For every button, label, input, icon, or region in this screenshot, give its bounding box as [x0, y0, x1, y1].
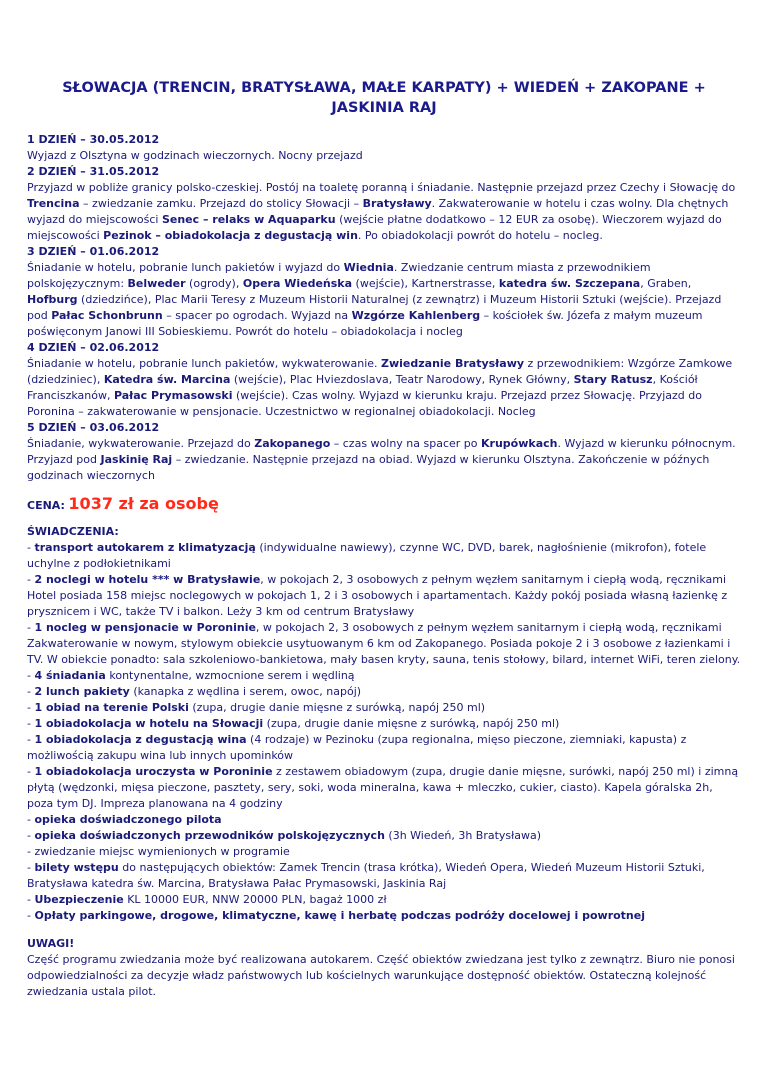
highlight: Zwiedzanie Bratysławy — [381, 357, 525, 370]
service-name: opieka doświadczonego pilota — [34, 813, 222, 826]
service-name: 2 noclegi w hotelu *** w Bratysławie — [34, 573, 261, 586]
service-detail: (3h Wiedeń, 3h Bratysława) — [384, 829, 542, 842]
notes-heading: UWAGI! — [27, 937, 75, 950]
highlight: Wzgórze Kahlenberg — [351, 309, 481, 322]
text-part: Przyjazd w pobliże granicy polsko-czeskiej. Postój na toaletę poranną i śniadanie. Następnie przejazd przez Czechy i Słowację do — [27, 181, 736, 194]
day-4 — [27, 340, 741, 420]
day-5-title: 5 DZIEŃ – 03.06.2012 — [27, 421, 160, 434]
service-detail: (zupa, drugie danie mięsne z surówką, napój 250 ml) — [188, 701, 486, 714]
service-name: transport autokarem z klimatyzacją — [34, 541, 256, 554]
text-part: Śniadanie, wykwaterowanie. Przejazd do — [27, 437, 255, 450]
day-5-text — [27, 436, 741, 484]
day-2-text — [27, 180, 741, 244]
highlight: Belweder — [127, 277, 186, 290]
service-detail: KL 10000 EUR, NNW 20000 PLN, bagaż 1000 zł — [123, 893, 387, 906]
service-item: - 2 noclegi w hotelu *** w Bratysławie, w pokojach 2, 3 osobowych z pełnym węzłem sanitarnym i ciepłą wodą, ręcznikami — [27, 573, 727, 586]
service-name: bilety wstępu — [34, 861, 119, 874]
service-detail: , w pokojach 2, 3 osobowych z pełnym węzłem sanitarnym i ciepłą wodą, ręcznikami — [255, 621, 722, 634]
highlight: Pezinok – obiadokolacja z degustacją win — [103, 229, 358, 242]
text-part: z przewodnikiem: Wzgórze Zamkowe (dziedziniec), — [27, 357, 733, 386]
services-heading: ŚWIADCZENIA: — [27, 525, 119, 538]
service-detail: kontynentalne, wzmocnione serem i wędliną — [105, 669, 355, 682]
service-item: - Ubezpieczenie KL 10000 EUR, NNW 20000 PLN, bagaż 1000 zł — [27, 893, 387, 906]
notes-section — [27, 936, 741, 1000]
service-item: - 1 obiadokolacja w hotelu na Słowacji (zupa, drugie danie mięsne z surówką, napój 250 ml) — [27, 717, 560, 730]
service-item: - 1 obiadokolacja z degustacją wina (4 rodzaje) w Pezinoku (zupa regionalna, mięso pieczone, ziemniaki, kapusta) z możliwością zakupu wina lub innych upominków — [27, 733, 687, 762]
price-line — [27, 496, 741, 514]
service-item — [27, 540, 741, 572]
highlight: Katedra św. Marcina — [103, 373, 231, 386]
service-item: - 1 nocleg w pensjonacie w Poroninie, w pokojach 2, 3 osobowych z pełnym węzłem sanitarnym i ciepłą wodą, ręcznikami — [27, 621, 722, 634]
text-part: Śniadanie w hotelu, pobranie lunch pakietów i wyjazd do — [27, 261, 344, 274]
service-detail: do następujących obiektów: Zamek Trencin (trasa krótka), Wiedeń Opera, Wiedeń Muzeum Historii Sztuki, Bratysława katedra św. Marcina, Bratysława Pałac Prymasowski, Jaskinia Raj — [27, 861, 705, 890]
text-part: – spacer po ogrodach. Wyjazd na — [162, 309, 352, 322]
service-name: 2 lunch pakiety — [34, 685, 130, 698]
service-item: - Opłaty parkingowe, drogowe, klimatyczne, kawę i herbatę podczas podróży docelowej i powrotnej — [27, 909, 645, 922]
highlight: katedra św. Szczepana — [498, 277, 641, 290]
text-part: (wejście), Plac Hviezdoslava, Teatr Narodowy, Rynek Główny, — [230, 373, 574, 386]
text-part: , Kościół Franciszkanów, — [27, 373, 698, 402]
text-part: , Graben, — [640, 277, 692, 290]
text-part: . Po obiadokolacji powrót do hotelu – nocleg. — [357, 229, 603, 242]
service-item: - 1 obiadokolacja uroczysta w Poroninie z zestawem obiadowym (zupa, drugie danie mięsne, surówki, napój 250 ml) i zimną płytą (wędzonki, mięsa pieczone, pasztety, sery, soki, woda mineralna, kawa + mleczko, cukier, ciasto). Kapela góralska 2h, poza tym DJ. Impreza planowana na 4 godziny — [27, 765, 739, 810]
day-1-text — [27, 148, 741, 164]
service-name: 1 nocleg w pensjonacie w Poroninie — [34, 621, 256, 634]
text-part: (wejście), Kartnerstrasse, — [352, 277, 499, 290]
highlight: Wiednia — [343, 261, 394, 274]
service-item: - bilety wstępu do następujących obiektów: Zamek Trencin (trasa krótka), Wiedeń Opera, Wiedeń Muzeum Historii Sztuki, Bratysława katedra św. Marcina, Bratysława Pałac Prymasowski, Jaskinia Raj — [27, 861, 705, 890]
highlight: Pałac Schonbrunn — [51, 309, 163, 322]
service-name: Opłaty parkingowe, drogowe, klimatyczne, kawę i herbatę podczas podróży docelowej i powrotnej — [34, 909, 645, 922]
day-3-title: 3 DZIEŃ – 01.06.2012 — [27, 245, 160, 258]
day-2 — [27, 164, 741, 244]
service-item: - 2 lunch pakiety (kanapka z wędlina i serem, owoc, napój) — [27, 685, 362, 698]
service-name: 1 obiad na terenie Polski — [34, 701, 189, 714]
service-item: - opieka doświadczonego pilota — [27, 813, 222, 826]
service-detail: (zupa, drugie danie mięsne z surówką, napój 250 ml) — [263, 717, 560, 730]
text-part: – czas wolny na spacer po — [330, 437, 482, 450]
highlight: Trencina — [27, 197, 80, 210]
highlight: Senec – relaks w Aquaparku — [161, 213, 336, 226]
day-4-text — [27, 356, 741, 420]
service-name: 1 obiadokolacja w hotelu na Słowacji — [34, 717, 264, 730]
service-item: - zwiedzanie miejsc wymienionych w programie — [27, 845, 290, 858]
day-1-title: 1 DZIEŃ – 30.05.2012 — [27, 133, 160, 146]
text-part: . Zakwaterowanie w hotelu i czas wolny. Dla chętnych wyjazd do miejscowości — [27, 197, 729, 226]
highlight: Zakopanego — [254, 437, 331, 450]
text-part: (wejście płatne dodatkowo – 12 EUR za osobę). Wieczorem wyjazd do miejscowości — [27, 213, 722, 242]
text-part: – kościołek św. Józefa z małym muzeum poświęconym Janowi III Sobieskiemu. Powrót do hotelu – obiadokolacja i nocleg — [27, 309, 703, 338]
service-detail: (indywidualne nawiewy), czynne WC, DVD, barek, nagłośnienie (mikrofon), fotele uchylne z podłokietnikami — [27, 541, 707, 570]
notes-text: Część programu zwiedzania może być realizowana autokarem. Część obiektów zwiedzana jest tylko z zewnątrz. Biuro nie ponosi odpowiedzialności za decyzje władz państwowych lub kościelnych warunkujące dostępność obiektów. Ostateczną kolejność zwiedzania ustala pilot. — [27, 953, 735, 998]
service-detail: , w pokojach 2, 3 osobowych z pełnym węzłem sanitarnym i ciepłą wodą, ręcznikami — [260, 573, 727, 586]
highlight: Hofburg — [27, 293, 78, 306]
service-item: - 4 śniadania kontynentalne, wzmocnione serem i wędliną — [27, 669, 355, 682]
service-info: Hotel posiada 158 miejsc noclegowych w pokojach 1, 2 i 3 osobowych i apartamentach. Każdy pokój posiada własną łazienkę z prysznicem i WC, także TV i balkon. Leży 3 km od centrum Bratysławy — [27, 589, 728, 618]
service-name: Ubezpieczenie — [34, 893, 124, 906]
text-part: – zwiedzanie. Następnie przejazd na obiad. Wyjazd w kierunku Olsztyna. Zakończenie w późnych godzinach wieczornych — [27, 453, 710, 482]
service-name: 1 obiadokolacja z degustacją wina — [34, 733, 247, 746]
highlight: Bratysławy — [362, 197, 432, 210]
service-item: - opieka doświadczonych przewodników polskojęzycznych (3h Wiedeń, 3h Bratysława) — [27, 829, 542, 842]
page-title: SŁOWACJA (TRENCIN, BRATYSŁAWA, MAŁE KARPATY) + WIEDEŃ + ZAKOPANE + JASKINIA RAJ — [62, 80, 706, 116]
highlight: Stary Ratusz — [573, 373, 653, 386]
text-part: Śniadanie w hotelu, pobranie lunch pakietów, wykwaterowanie. — [27, 357, 382, 370]
day-4-title: 4 DZIEŃ – 02.06.2012 — [27, 341, 160, 354]
bullet: - — [27, 541, 35, 554]
price-value: 1037 zł za osobę — [68, 494, 219, 513]
document-page — [0, 78, 768, 1000]
highlight: Pałac Prymasowski — [113, 389, 233, 402]
service-name: 1 obiadokolacja uroczysta w Poroninie — [34, 765, 273, 778]
day-1-text-part: Wyjazd z Olsztyna w godzinach wieczornych. Nocny przejazd — [27, 149, 363, 162]
text-part: (dziedzińce), Plac Marii Teresy z Muzeum Historii Naturalnej (z zewnątrz) i Muzeum Historii Sztuki (wejście). Przejazd pod — [27, 293, 722, 322]
text-part: (wejście). Czas wolny. Wyjazd w kierunku kraju. Przejazd przez Słowację. Przyjazd do Poronina – zakwaterowanie w pensjonacie. Uczestnictwo w regionalnej obiadokolacji. Nocleg — [27, 389, 702, 418]
highlight: Krupówkach — [481, 437, 558, 450]
service-name: opieka doświadczonych przewodników polskojęzycznych — [34, 829, 385, 842]
day-1 — [27, 132, 741, 164]
service-item: - 1 obiad na terenie Polski (zupa, drugie danie mięsne z surówką, napój 250 ml) — [27, 701, 486, 714]
text-part: (ogrody), — [185, 277, 243, 290]
services-section — [27, 524, 741, 924]
spacer — [27, 924, 741, 936]
text-part: . Wyjazd w kierunku północnym. Przyjazd pod — [27, 437, 736, 466]
service-info: Zakwaterowanie w nowym, stylowym obiekcie usytuowanym 6 km od Zakopanego. Posiada pokoje 2 i 3 osobowe z łazienkami i TV. W obiekcie ponadto: sala szkoleniowo-bankietowa, mały basen kryty, sauna, tenis stołowy, bilard, internet WiFi, teren zielony. — [27, 637, 741, 666]
price-label: CENA: — [27, 499, 65, 512]
service-detail: z zestawem obiadowym (zupa, drugie danie mięsne, surówki, napój 250 ml) i zimną płytą (wędzonki, mięsa pieczone, pasztety, sery, soki, woda mineralna, kawa + mleczko, cukier, ciasto). Kapela góralska 2h, poza tym DJ. Impreza planowana na 4 godziny — [27, 765, 739, 810]
day-2-title: 2 DZIEŃ – 31.05.2012 — [27, 165, 160, 178]
service-name: 4 śniadania — [34, 669, 106, 682]
day-3-text — [27, 260, 741, 340]
day-5 — [27, 420, 741, 484]
day-3 — [27, 244, 741, 340]
highlight: Opera Wiedeńska — [242, 277, 353, 290]
text-part: . Zwiedzanie centrum miasta z przewodnikiem polskojęzycznym: — [27, 261, 651, 290]
text-part: – zwiedzanie zamku. Przejazd do stolicy Słowacji – — [79, 197, 363, 210]
service-detail: (4 rodzaje) w Pezinoku (zupa regionalna, mięso pieczone, ziemniaki, kapusta) z możliwością zakupu wina lub innych upominków — [27, 733, 687, 762]
service-detail: (kanapka z wędlina i serem, owoc, napój) — [129, 685, 362, 698]
highlight: Jaskinię Raj — [100, 453, 173, 466]
